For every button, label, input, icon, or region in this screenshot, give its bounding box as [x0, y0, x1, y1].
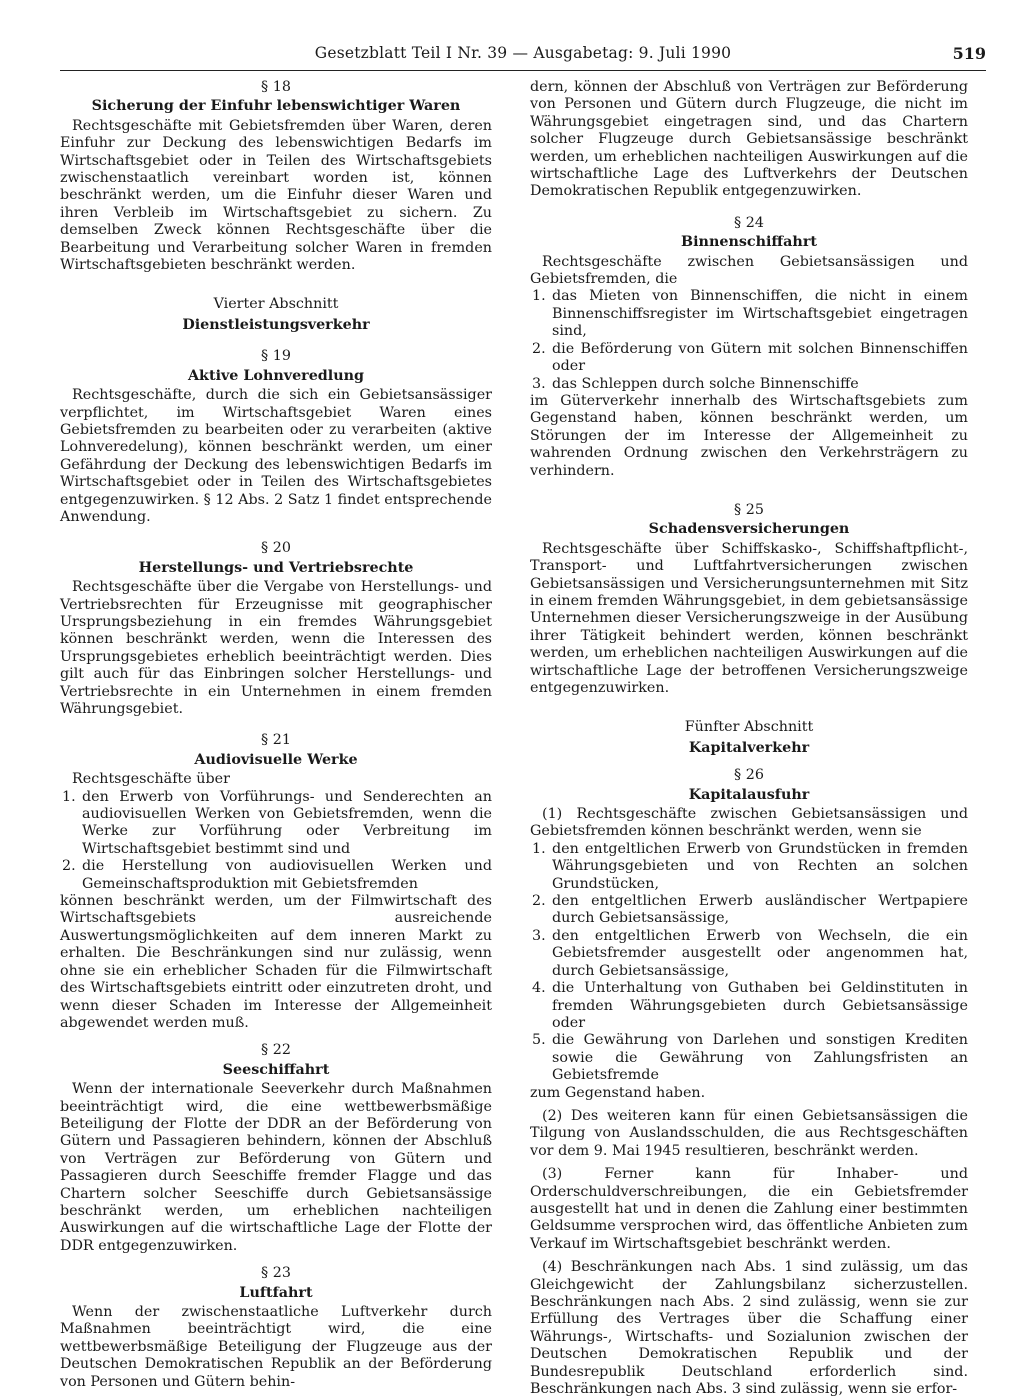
list-item-number: 2.: [532, 893, 546, 910]
list-item-number: 3.: [532, 375, 546, 392]
section-21-title: Audiovisuelle Werke: [194, 751, 358, 768]
list-item: [530, 893, 968, 928]
section-26-paragraph-2: (2) Des weiteren kann für einen Gebietsansässigen die Tilgung von Auslandsschulden, die aus Rechtsgeschäften vor dem 9. Mai 1945 resultieren, beschränkt werden.: [530, 1107, 968, 1159]
list-item-text: den entgeltlichen Erwerb ausländischer Wertpapiere durch Gebietsansässige,: [552, 893, 968, 927]
section-22-title: Seeschiffahrt: [222, 1061, 330, 1078]
section-19-title: Aktive Lohnveredlung: [187, 367, 365, 384]
section-23-continuation: dern, können der Abschluß von Verträgen zur Beförderung von Personen und Gütern durch Flugzeuge, die nicht im Währungsgebiet eingetragen sind, und das Chartern solcher Flugzeuge durch Gebietsansässige beschränkt werden, um erheblichen nachteiligen Auswirkungen auf die wirtschaftliche Lage des Luftverkehrs der Deutschen Demokratischen Republik entgegenzuwirken.: [530, 79, 968, 200]
section-25-text: Rechtsgeschäfte über Schiffskasko-, Schiffshaftpflicht-, Transport- und Luftfahrtversicherungen zwischen Gebietsansässigen und Versicherungsunternehmen mit Sitz in einem fremden Währungsgebiet, in dem gebietsansässige Unternehmen dieser Versicherungszweige in der Ausübung ihrer Tätigkeit behindert werden, können beschränkt werden, um erheblichen nachteiligen Auswirkungen auf die wirtschaftliche Lage der betroffenen Versicherungszweige entgegenzuwirken.: [530, 540, 968, 696]
list-item: [530, 1032, 968, 1084]
section-26-paragraph-3: (3) Ferner kann für Inhaber- und Orderschuldverschreibungen, die ein Gebietsfremder ausgestellt hat und in denen die Zahlung einer bestimmten Geldsumme versprochen wird, das öffentliche Anbieten zum Verkauf im Wirtschaftsgebiet beschränkt werden.: [530, 1166, 968, 1252]
list-item-number: 1.: [532, 840, 546, 857]
chapter-4-title: Dienstleistungsverkehr: [182, 316, 370, 333]
section-25-number: § 25: [734, 501, 764, 518]
list-item-number: 2.: [532, 340, 546, 357]
section-26-number: § 26: [734, 767, 764, 784]
section-21-list: [60, 789, 492, 893]
list-item-text: das Schleppen durch solche Binnenschiffe: [552, 375, 859, 392]
section-25-title: Schadensversicherungen: [648, 521, 850, 538]
list-item-text: den Erwerb von Vorführungs- und Senderechten an audiovisuellen Werken von Gebietsfremden, wenn die Werke zur Vorführung oder Verbreitung im Wirtschaftsgebiet bestimmt sind und: [82, 788, 492, 857]
section-19-text: Rechtsgeschäfte, durch die sich ein Gebietsansässiger verpflichtet, im Wirtschaftsgebiet Waren eines Gebietsfremden zu bearbeiten oder zu verarbeiten (aktive Lohnveredelung), können beschränkt werden, um einer Gefährdung der Deckung des lebenswichtigen Bedarfs im Wirtschaftsgebiet oder in Teilen des Wirtschaftsgebietes entgegenzuwirken. § 12 Abs. 2 Satz 1 findet entsprechende Anwendung.: [60, 387, 492, 525]
list-item: [530, 928, 968, 980]
chapter-5-title: Kapitalverkehr: [688, 739, 810, 756]
section-19-number: § 19: [261, 348, 291, 365]
section-21-number: § 21: [261, 732, 291, 749]
section-18-text: Rechtsgeschäfte mit Gebietsfremden über Waren, deren Einfuhr zur Deckung des lebenswichtigen Bedarfs im Wirtschaftsgebiet oder in Teilen des Wirtschaftsgebiets zwischenstaatlich vereinbart worden ist, können beschränkt werden, um die Einfuhr dieser Waren und ihren Verbleib im Wirtschaftsgebiet zu sichern. Zu demselben Zweck können Rechtsgeschäfte über die Bearbeitung und Verarbeitung solcher Waren in fremden Wirtschaftsgebieten beschränkt werden.: [60, 117, 492, 274]
list-item-text: den entgeltlichen Erwerb von Grundstücken in fremden Währungsgebieten und von Rechten an solchen Grundstücken,: [552, 840, 968, 892]
chapter-5-label: Fünfter Abschnitt: [684, 719, 814, 736]
list-item-text: das Mieten von Binnenschiffen, die nicht in einem Binnenschiffsregister im Wirtschaftsgebiet eingetragen sind,: [552, 288, 968, 340]
gazette-title: Gesetzblatt Teil I Nr. 39 — Ausgabetag: 9. Juli 1990: [314, 44, 732, 62]
section-22-number: § 22: [261, 1042, 291, 1059]
list-item: [60, 858, 492, 893]
page-header: [60, 44, 986, 71]
section-23-number: § 23: [261, 1265, 291, 1282]
list-item-text: die Gewährung von Darlehen und sonstigen Krediten sowie die Gewährung von Zahlungsfristen an Gebietsfremde: [552, 1032, 968, 1084]
section-18-title: Sicherung der Einfuhr lebenswichtiger Waren: [91, 98, 461, 115]
section-20-number: § 20: [261, 540, 291, 557]
list-item-text: die Unterhaltung von Guthaben bei Geldinstituten in fremden Währungsgebieten durch Gebietsansässige oder: [552, 980, 968, 1031]
list-item-number: 3.: [532, 927, 546, 944]
page-number: 519: [952, 44, 986, 63]
list-item: [530, 376, 968, 393]
list-item: [530, 841, 968, 893]
section-26-outro: zum Gegenstand haben.: [530, 1084, 706, 1101]
section-20-title: Herstellungs- und Vertriebsrechte: [138, 559, 414, 576]
list-item-number: 2.: [62, 858, 76, 875]
chapter-4-label: Vierter Abschnitt: [213, 296, 339, 313]
section-23-text: Wenn der zwischenstaatliche Luftverkehr durch Maßnahmen beeinträchtigt wird, die eine wettbewerbsmäßige Beteiligung der Flugzeuge aus der Deutschen Demokratischen Republik an der Beförderung von Personen und Gütern behin-: [60, 1304, 492, 1390]
list-item-number: 5.: [532, 1032, 546, 1049]
right-column: [530, 79, 968, 1398]
section-24-intro: Rechtsgeschäfte zwischen Gebietsansässigen und Gebietsfremden, die: [530, 253, 968, 288]
section-26-paragraph-4: (4) Beschränkungen nach Abs. 1 sind zulässig, um das Gleichgewicht der Zahlungsbilanz sicherzustellen. Beschränkungen nach Abs. 2 sind zulässig, wenn sie zur Erfüllung des Vertrages über die Schaffung einer Währungs-, Wirtschafts- und Sozialunion zwischen der Deutschen Demokratischen Republik und der Bundesrepublik Deutschland erforderlich sind. Beschränkungen nach Abs. 3 sind zulässig, wenn sie erfor-: [530, 1259, 968, 1398]
list-item-text: die Herstellung von audiovisuellen Werken und Gemeinschaftsproduktion mit Gebietsfremden: [82, 858, 492, 892]
left-column: [60, 79, 492, 1391]
section-21-outro: können beschränkt werden, um der Filmwirtschaft des Wirtschaftsgebiets ausreichende Auswertungsmöglichkeiten auf dem inneren Markt zu erhalten. Die Beschränkungen sind nur zulässig, wenn ohne sie ein erheblicher Schaden für die Filmwirtschaft des Wirtschaftsgebiets eintritt oder einzutreten droht, und wenn dieser Schaden im Interesse der Allgemeinheit abgewendet werden muß.: [60, 893, 492, 1031]
section-24-list: [530, 288, 968, 392]
section-26-intro: (1) Rechtsgeschäfte zwischen Gebietsansässigen und Gebietsfremden können beschränkt werden, wenn sie: [530, 806, 968, 840]
section-23-title: Luftfahrt: [239, 1284, 313, 1301]
list-item-number: 4.: [532, 980, 546, 997]
list-item-number: 1.: [62, 788, 76, 805]
section-26-title: Kapitalausfuhr: [688, 786, 810, 803]
list-item-text: den entgeltlichen Erwerb von Wechseln, die ein Gebietsfremder ausgestellt oder angenommen hat, durch Gebietsansässige,: [552, 927, 968, 979]
list-item-text: die Beförderung von Gütern mit solchen Binnenschiffen oder: [552, 340, 968, 375]
section-20-text: Rechtsgeschäfte über die Vergabe von Herstellungs- und Vertriebsrechten für Erzeugnisse mit geographischer Ursprungsbeziehung in ein fremdes Währungsgebiet können beschränkt werden, wenn die Interessen des Ursprungsgebietes erheblich beeinträchtigt werden. Dies gilt auch für das Einbringen solcher Herstellungs- und Vertriebsrechte in ein Unternehmen in einem fremden Währungsgebiet.: [60, 579, 492, 717]
section-22-text: Wenn der internationale Seeverkehr durch Maßnahmen beeinträchtigt wird, die eine wettbewerbsmäßige Beteiligung der Flotte der DDR an der Beförderung von Gütern und Passagieren behindern, können der Abschluß von Verträgen zur Beförderung von Gütern und Passagieren durch Seeschiffe fremder Flagge und das Chartern solcher Seeschiffe durch Gebietsansässige beschränkt werden, um erheblichen nachteiligen Auswirkungen auf die wirtschaftliche Lage der Flotte der DDR entgegenzuwirken.: [60, 1081, 492, 1254]
section-26-list: [530, 841, 968, 1085]
list-item: [530, 288, 968, 340]
list-item-number: 1.: [532, 288, 546, 305]
list-item: [530, 341, 968, 376]
section-21-intro: Rechtsgeschäfte über: [72, 771, 230, 788]
list-item: [530, 980, 968, 1032]
list-item: [60, 789, 492, 859]
section-24-title: Binnenschiffahrt: [681, 234, 817, 251]
section-24-outro: im Güterverkehr innerhalb des Wirtschaftsgebiets zum Gegenstand haben, können beschränkt werden, um Störungen der im Interesse der Allgemeinheit zu wahrenden Ordnung zwischen den Verkehrsträgern zu verhindern.: [530, 392, 968, 479]
section-18-number: § 18: [261, 79, 291, 95]
section-24-number: § 24: [734, 214, 764, 231]
